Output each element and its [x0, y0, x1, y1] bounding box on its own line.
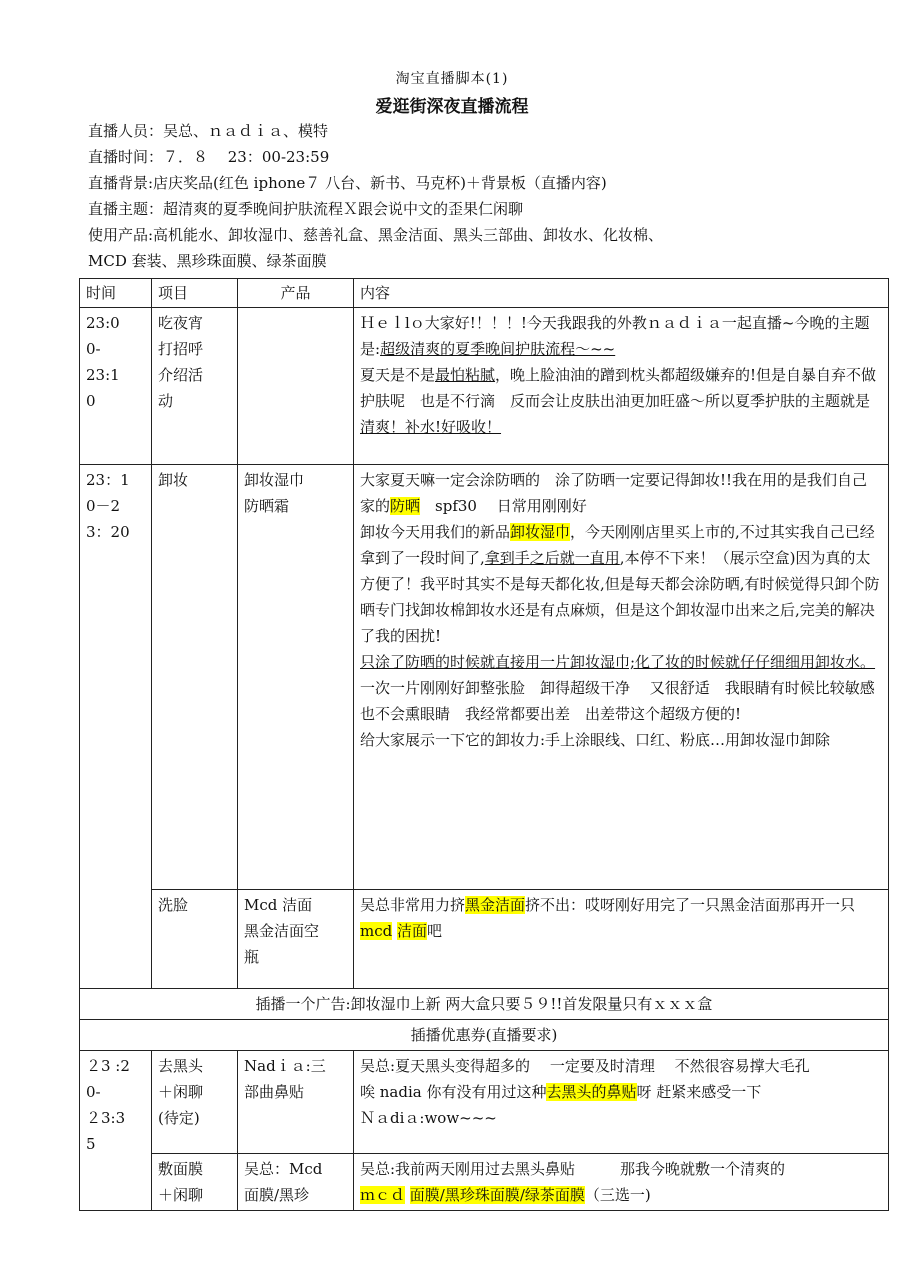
header-time: 时间 [80, 279, 152, 308]
document-title: 爱逛街深夜直播流程 [375, 97, 529, 117]
table-row-ad [80, 989, 889, 1020]
cell-product: 吴总：Mcd 面膜/黑珍 [238, 1154, 354, 1211]
cell-item: 敷面膜 ＋闲聊 [152, 1154, 238, 1211]
cell-product: 卸妆湿巾 防晒霜 [238, 465, 354, 890]
cell-item: 去黑头 ＋闲聊 (待定) [152, 1051, 238, 1154]
header-item: 项目 [152, 279, 238, 308]
table-row [80, 1154, 889, 1211]
info-theme: 直播主题：超清爽的夏季晚间护肤流程Ｘ跟会说中文的歪果仁闲聊 [88, 200, 524, 218]
info-background: 直播背景:店庆奖品(红色 iphone７ 八台、新书、马克杯)＋背景板（直播内容) [88, 174, 607, 192]
table-row [80, 308, 889, 465]
table-row-coupon [80, 1020, 889, 1051]
table-row [80, 1051, 889, 1154]
ad-banner-text: 插播一个广告:卸妆湿巾上新 两大盒只要５９!!首发限量只有ｘｘｘ盒 [80, 989, 889, 1020]
table-row [80, 465, 889, 890]
cell-time: 23:0 0- 23:1 0 [80, 308, 152, 465]
header-content: 内容 [354, 279, 889, 308]
cell-content: 大家夏天嘛一定会涂防晒的 涂了防晒一定要记得卸妆!!我在用的是我们自己家的防晒 spf30 日常用刚刚好 卸妆今天用我们的新品卸妆湿巾，今天刚刚店里买上市的,不过其实我自己已经拿到了一段时间了,拿到手之后就一直用,本停不下来！（展示空盒)因为真的太方便了！我平时其实不是每天都化妆,但是每天都会涂防晒,有时候觉得只卸个防晒专门找卸妆棉卸妆水还是有点麻烦，但是这个卸妆湿巾出来之后,完美的解决了我的困扰! 只涂了防晒的时候就直接用一片卸妆湿巾;化了妆的时候就仔仔细细用卸妆水。 一次一片刚刚好卸整张脸 卸得超级干净 又很舒适 我眼睛有时候比较敏感也不会熏眼睛 我经常都要出差 出差带这个超级方便的! 给大家展示一下它的卸妆力:手上涂眼线、口红、粉底…用卸妆湿巾卸除 [354, 465, 889, 890]
cell-item: 吃夜宵 打招呼 介绍活 动 [152, 308, 238, 465]
cell-content: 吴总非常用力挤黑金洁面挤不出：哎呀刚好用完了一只黑金洁面那再开一只 mcd 洁面吧 [354, 890, 889, 989]
table-header-row [80, 279, 889, 308]
script-table [79, 278, 889, 1211]
info-products-cont: MCD 套装、黑珍珠面膜、绿茶面膜 [88, 252, 327, 270]
broadcast-info [88, 118, 888, 274]
info-time: 直播时间：７．８ 23：00-23:59 [88, 148, 330, 166]
cell-product: Nadｉａ:三 部曲鼻贴 [238, 1051, 354, 1154]
cell-product: Mcd 洁面 黑金洁面空 瓶 [238, 890, 354, 989]
info-products: 使用产品:高机能水、卸妆湿巾、慈善礼盒、黑金洁面、黑头三部曲、卸妆水、化妆棉、 [88, 226, 664, 244]
cell-content: 吴总:夏天黑头变得超多的 一定要及时清理 不然很容易撑大毛孔 唉 nadia 你有没有用过这种去黑头的鼻贴呀 赶紧来感受一下 Ｎａdiａ:wow~~~ [354, 1051, 889, 1154]
cell-content: Ｈｅｌlｏ大家好!！！！!今天我跟我的外教ｎａｄｉａ一起直播~今晚的主题是:超级清爽的夏季晚间护肤流程～~~ 夏天是不是最怕粘腻，晚上脸油油的蹭到枕头都超级嫌弃的!但是自暴自弃不做护肤呢 也是不行滴 反而会让皮肤出油更加旺盛～所以夏季护肤的主题就是清爽！补水!好吸收！ [354, 308, 889, 465]
table-row [80, 890, 889, 989]
cell-item: 洗脸 [152, 890, 238, 989]
cell-time: ２3 :2 0- ２3:3 5 [80, 1051, 152, 1211]
page-header: 淘宝直播脚本(1) [395, 71, 509, 87]
cell-item: 卸妆 [152, 465, 238, 890]
cell-time: 23：1 0－2 3：20 [80, 465, 152, 989]
cell-product [238, 308, 354, 465]
header-product: 产品 [238, 279, 354, 308]
coupon-text: 插播优惠券(直播要求) [80, 1020, 889, 1051]
info-staff: 直播人员：吴总、ｎａｄｉａ、模特 [88, 122, 329, 140]
cell-content: 吴总:我前两天刚用过去黑头鼻贴 那我今晚就敷一个清爽的 ｍｃｄ 面膜/黑珍珠面膜/绿茶面膜（三选一) [354, 1154, 889, 1211]
